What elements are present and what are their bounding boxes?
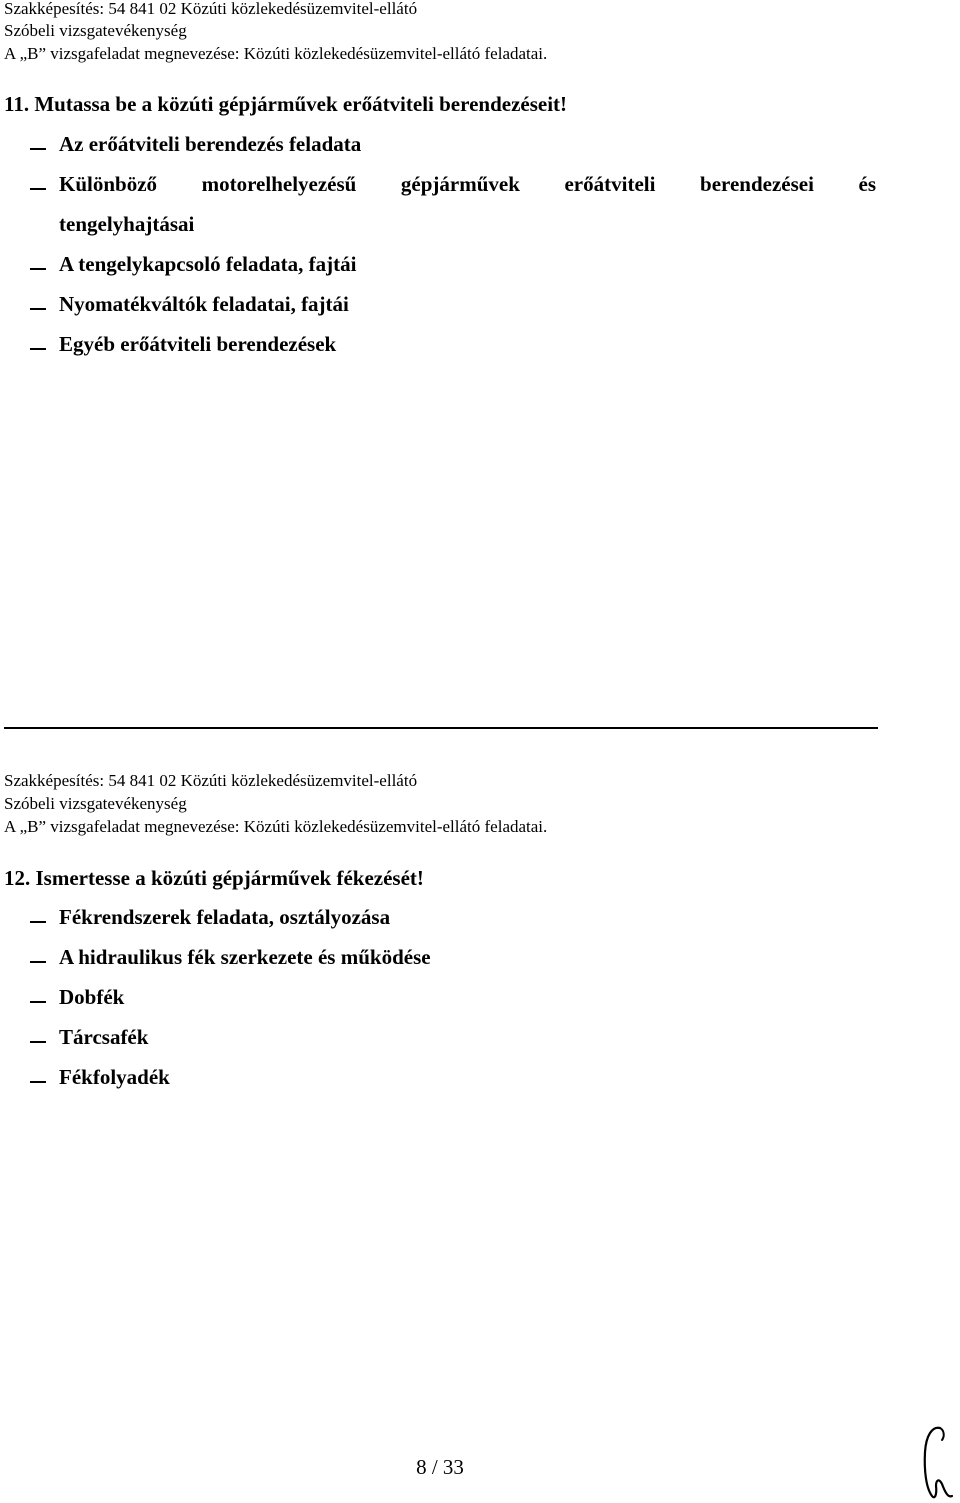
header-qualification: Szakképesítés: 54 841 02 Közúti közlekedésüzemvitel-ellátó — [4, 0, 418, 18]
dash-bullet-icon — [30, 1041, 46, 1043]
list-item — [30, 1063, 876, 1103]
dash-bullet-icon — [30, 961, 46, 963]
list-item-text: Nyomatékváltók feladatai, fajtái — [59, 292, 349, 316]
dash-bullet-icon — [30, 348, 46, 350]
dash-bullet-icon — [30, 148, 46, 150]
list-item-text: A hidraulikus fék szerkezete és működése — [59, 945, 431, 969]
dash-bullet-icon — [30, 188, 46, 190]
header-activity: Szóbeli vizsgatevékenység — [4, 21, 187, 40]
list-item-continuation: tengelyhajtásai — [59, 212, 195, 236]
list-item-text: A tengelykapcsoló feladata, fajtái — [59, 252, 357, 276]
page-separator — [4, 727, 878, 729]
list-item-text: Fékfolyadék — [59, 1065, 170, 1089]
list-item — [30, 903, 876, 943]
list-item — [30, 250, 876, 290]
dash-bullet-icon — [30, 921, 46, 923]
signature-mark — [918, 1422, 958, 1502]
dash-bullet-icon — [30, 268, 46, 270]
dash-bullet-icon — [30, 1001, 46, 1003]
list-item — [30, 330, 876, 370]
page-number: 8 / 33 — [416, 1455, 464, 1479]
header-task: A „B” vizsgafeladat megnevezése: Közúti közlekedésüzemvitel-ellátó feladatai. — [4, 44, 548, 63]
question-12-title: 12. Ismertesse a közúti gépjárművek fékezését! — [4, 866, 424, 890]
list-item-text: Egyéb erőátviteli berendezések — [59, 332, 337, 356]
list-item — [30, 943, 876, 983]
list-item — [30, 1023, 876, 1063]
list-item-text: Az erőátviteli berendezés feladata — [59, 132, 362, 156]
list-item-text: Fékrendszerek feladata, osztályozása — [59, 905, 391, 929]
list-item — [30, 170, 876, 210]
list-item-text: Tárcsafék — [59, 1025, 149, 1049]
list-item-text: Különböző motorelhelyezésű gépjárművek erőátviteli berendezései és — [59, 172, 876, 196]
question-11-title: 11. Mutassa be a közúti gépjárművek erőátviteli berendezéseit! — [4, 92, 568, 116]
list-item — [30, 130, 876, 170]
dash-bullet-icon — [30, 308, 46, 310]
header-task: A „B” vizsgafeladat megnevezése: Közúti közlekedésüzemvitel-ellátó feladatai. — [4, 817, 548, 836]
dash-bullet-icon — [30, 1081, 46, 1083]
list-item — [30, 290, 876, 330]
list-item — [30, 983, 876, 1023]
header-qualification: Szakképesítés: 54 841 02 Közúti közlekedésüzemvitel-ellátó — [4, 771, 418, 790]
list-item-text: Dobfék — [59, 985, 125, 1009]
header-activity: Szóbeli vizsgatevékenység — [4, 794, 187, 813]
